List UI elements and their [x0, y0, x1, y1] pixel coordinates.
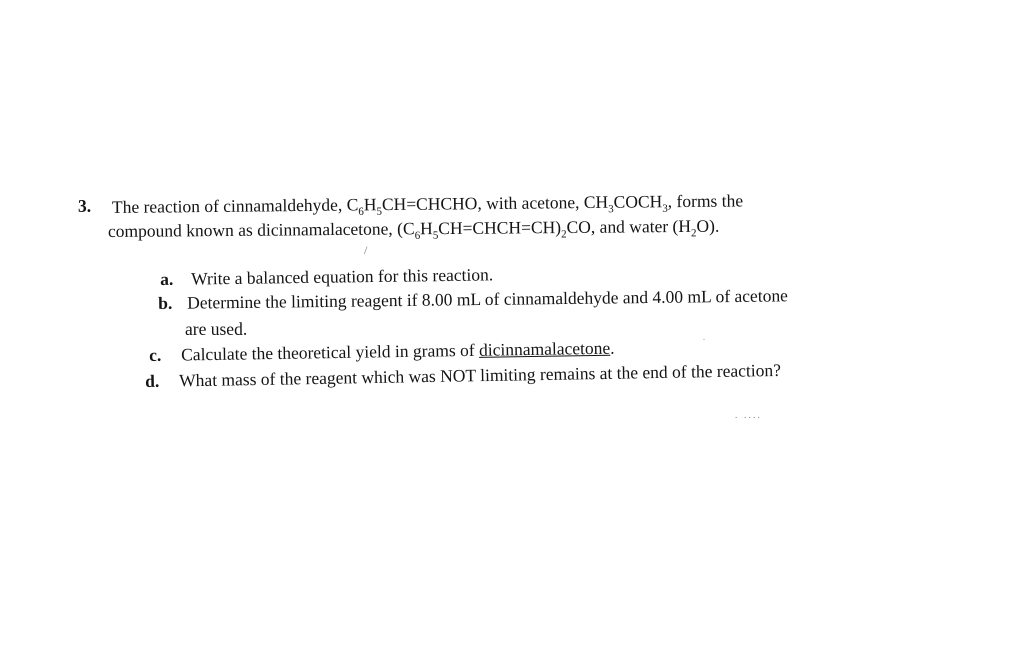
scan-speck: .: [703, 333, 705, 342]
part-a-text: Write a balanced equation for this reaction.: [191, 264, 494, 289]
document-page: 3. The reaction of cinnamaldehyde, $C_6H_5CH=CHCHO$, with acetone, $CH_3COCH_3$, forms the compound known as dicinnamalacetone, $(C_6H_5CH=CHCH=CH)_2CO$, and water $(H_2O)$. a. Write a balanced equation for this reaction. b. Determine the limiting reagent if 8.00 mL of cinnamaldehyde and 4.00 mL of acetone are used. c. Calculate the theoretical yield in grams of dicinnamalacetone. d. What mass of the reagent which was NOT limiting remains at the end of the reaction? / . . . . . .: [0, 0, 1024, 648]
question-stem-line-2: compound known as dicinnamalacetone, $(C_6H_5CH=CHCH=CH)_2CO$, and water $(H_2O)$.: [107, 215, 720, 242]
part-b-text-line-2: are used.: [185, 319, 248, 339]
part-b-text-line-1: Determine the limiting reagent if 8.00 mL of cinnamaldehyde and 4.00 mL of acetone: [187, 285, 789, 313]
question-number: 3.: [78, 196, 92, 216]
part-c-text: Calculate the theoretical yield in grams of: [181, 339, 480, 365]
part-d-label: d.: [145, 370, 160, 391]
part-c-label: c.: [149, 344, 162, 365]
part-c-underlined-term: dicinnamalacetone: [478, 337, 611, 360]
scan-speck: . . . . .: [735, 410, 760, 420]
part-b-continued: [185, 318, 247, 340]
scan-speck: /: [364, 243, 368, 257]
part-d-text: What mass of the reagent which was NOT limiting remains at the end of the reaction?: [179, 359, 782, 391]
part-b-label: b.: [158, 292, 173, 313]
part-a-label: a.: [160, 268, 174, 289]
question-stem-line-1: The reaction of cinnamaldehyde, $C_6H_5CH=CHCHO$, with acetone, $CH_3COCH_3$, forms the: [111, 190, 744, 218]
